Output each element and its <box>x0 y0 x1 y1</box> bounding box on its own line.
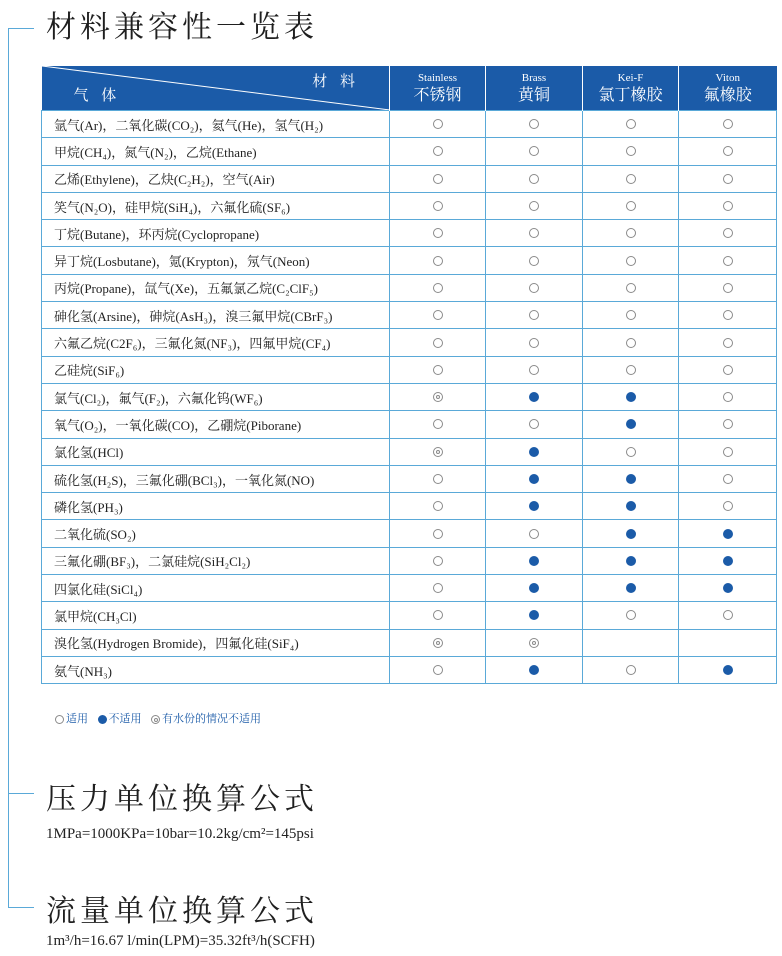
open-circle-icon <box>626 665 636 675</box>
filled-circle-icon <box>626 529 636 539</box>
table-row <box>42 602 777 629</box>
open-circle-icon <box>723 610 733 620</box>
open-circle-icon <box>626 610 636 620</box>
compat-cell <box>486 465 583 492</box>
table-row <box>42 165 777 192</box>
gas-name-cell: 六氟乙烷(C2F₆)，三氟化氮(NF₃)，四氟甲烷(CF₄) <box>42 329 390 356</box>
gas-name-cell: 砷化氢(Arsine)，砷烷(AsH₃)，溴三氟甲烷(CBrF₃) <box>42 302 390 329</box>
compat-cell <box>679 547 777 574</box>
open-circle-icon <box>433 256 443 266</box>
gas-name-cell: 三氟化硼(BF₃)，二氯硅烷(SiH₂Cl₂) <box>42 547 390 574</box>
compat-cell <box>486 656 583 683</box>
filled-circle-icon <box>723 665 733 675</box>
compat-cell <box>583 247 679 274</box>
compat-cell <box>679 165 777 192</box>
compat-cell <box>390 302 486 329</box>
compat-cell <box>486 274 583 301</box>
open-circle-icon <box>626 283 636 293</box>
table-row <box>42 302 777 329</box>
open-circle-icon <box>433 501 443 511</box>
column-en-label: Kei-F <box>617 72 644 84</box>
compat-cell <box>679 629 777 656</box>
filled-circle-icon <box>529 447 539 457</box>
compat-cell <box>679 192 777 219</box>
filled-circle-icon <box>529 665 539 675</box>
table-row <box>42 138 777 165</box>
compat-cell <box>583 111 679 138</box>
gas-name-cell: 氩气(Ar)，二氧化碳(CO₂)，氦气(He)，氢气(H₂) <box>42 111 390 138</box>
column-header-brass <box>486 66 583 111</box>
table-row <box>42 274 777 301</box>
compat-cell <box>583 329 679 356</box>
compat-cell <box>679 356 777 383</box>
filled-circle-icon <box>626 392 636 402</box>
gas-name-cell: 氧气(O₂)，一氧化碳(CO)，乙硼烷(Piborane) <box>42 411 390 438</box>
compat-cell <box>390 356 486 383</box>
filled-circle-icon <box>723 529 733 539</box>
compat-cell <box>583 493 679 520</box>
corner-header-cell <box>42 66 390 111</box>
compat-cell <box>486 629 583 656</box>
legend-bad-label: 不适用 <box>108 712 142 725</box>
compat-cell <box>583 274 679 301</box>
compat-cell <box>583 520 679 547</box>
open-circle-icon <box>529 310 539 320</box>
pressure-formula: 1MPa=1000KPa=10bar=10.2kg/cm²=145psi <box>46 826 314 842</box>
open-circle-icon <box>723 474 733 484</box>
compat-cell <box>390 165 486 192</box>
open-circle-icon <box>723 365 733 375</box>
open-circle-icon <box>723 201 733 211</box>
legend <box>55 710 267 726</box>
table-row <box>42 629 777 656</box>
compat-cell <box>679 575 777 602</box>
open-circle-icon <box>433 228 443 238</box>
compat-cell <box>583 356 679 383</box>
open-circle-icon <box>433 556 443 566</box>
compat-cell <box>486 438 583 465</box>
gas-name-cell: 异丁烷(Losbutane)，氪(Krypton)，氖气(Neon) <box>42 247 390 274</box>
compat-cell <box>583 438 679 465</box>
compat-cell <box>486 356 583 383</box>
open-circle-icon <box>529 529 539 539</box>
compat-cell <box>390 220 486 247</box>
gas-name-cell: 硫化氢(H₂S)，三氟化硼(BCl₃)，一氧化氮(NO) <box>42 465 390 492</box>
compat-cell <box>486 547 583 574</box>
open-circle-icon <box>723 146 733 156</box>
open-circle-icon <box>723 174 733 184</box>
table-row <box>42 411 777 438</box>
gas-name-cell: 溴化氢(Hydrogen Bromide)，四氟化硅(SiF₄) <box>42 629 390 656</box>
table-row <box>42 383 777 410</box>
open-circle-icon <box>529 256 539 266</box>
compat-cell <box>679 329 777 356</box>
compat-cell <box>679 656 777 683</box>
table-row <box>42 192 777 219</box>
open-circle-icon <box>626 447 636 457</box>
materials-title: 材料兼容性一览表 <box>46 10 318 45</box>
filled-circle-icon <box>529 556 539 566</box>
gas-name-cell: 氯气(Cl₂)，氟气(F₂)，六氟化钨(WF₆) <box>42 383 390 410</box>
gas-name-cell: 丙烷(Propane)，氙气(Xe)，五氟氯乙烷(C₂ClF₅) <box>42 274 390 301</box>
open-circle-icon <box>626 146 636 156</box>
compat-cell <box>390 465 486 492</box>
table-row <box>42 493 777 520</box>
column-en-label: Viton <box>715 72 740 84</box>
column-en-label: Brass <box>521 72 547 84</box>
column-zh-label: 不锈钢 <box>413 85 462 104</box>
compat-cell <box>583 465 679 492</box>
open-circle-icon <box>723 228 733 238</box>
compat-cell <box>486 575 583 602</box>
compat-cell <box>486 302 583 329</box>
filled-circle-icon <box>626 556 636 566</box>
compat-cell <box>583 411 679 438</box>
compat-cell <box>679 111 777 138</box>
gas-name-cell: 乙烯(Ethylene)，乙炔(C₂H₂)，空气(Air) <box>42 165 390 192</box>
open-circle-icon <box>723 392 733 402</box>
open-circle-icon <box>626 256 636 266</box>
open-circle-icon <box>529 201 539 211</box>
open-circle-icon <box>529 119 539 129</box>
compat-cell <box>390 383 486 410</box>
open-circle-icon <box>723 119 733 129</box>
open-circle-icon <box>433 146 443 156</box>
compat-cell <box>679 438 777 465</box>
compatibility-table <box>41 66 777 684</box>
header-gas-label: 气 体 <box>73 86 121 104</box>
compat-cell <box>486 383 583 410</box>
double-circle-icon <box>151 715 160 724</box>
open-circle-icon <box>529 365 539 375</box>
open-circle-icon <box>723 283 733 293</box>
open-circle-icon <box>433 474 443 484</box>
table-row <box>42 438 777 465</box>
open-circle-icon <box>529 283 539 293</box>
compat-cell <box>679 302 777 329</box>
table-row <box>42 465 777 492</box>
open-circle-icon <box>723 419 733 429</box>
compat-cell <box>390 138 486 165</box>
section-bracket-vertical <box>8 28 9 908</box>
filled-circle-icon <box>723 583 733 593</box>
table-row <box>42 329 777 356</box>
open-circle-icon <box>433 174 443 184</box>
gas-name-cell: 氯甲烷(CH₃Cl) <box>42 602 390 629</box>
compat-cell <box>583 575 679 602</box>
column-en-label: Stainless <box>417 72 458 84</box>
open-circle-icon <box>626 365 636 375</box>
open-circle-icon <box>433 283 443 293</box>
open-circle-icon <box>626 338 636 348</box>
compat-cell <box>486 602 583 629</box>
open-circle-icon <box>723 256 733 266</box>
compat-cell <box>390 493 486 520</box>
column-header-viton <box>679 66 777 111</box>
section-bracket-tick-3 <box>8 907 34 908</box>
filled-circle-icon <box>626 419 636 429</box>
open-circle-icon <box>723 501 733 511</box>
compat-cell <box>390 411 486 438</box>
gas-name-cell: 氯化氢(HCl) <box>42 438 390 465</box>
filled-circle-icon <box>723 556 733 566</box>
compat-cell <box>679 138 777 165</box>
header-material-label: 材 料 <box>312 72 359 90</box>
gas-name-cell: 笑气(N₂O)，硅甲烷(SiH₄)，六氟化硫(SF₆) <box>42 192 390 219</box>
compat-cell <box>679 220 777 247</box>
table-row <box>42 111 777 138</box>
double-circle-icon <box>529 638 539 648</box>
filled-circle-icon <box>529 474 539 484</box>
compat-cell <box>486 192 583 219</box>
compat-cell <box>390 274 486 301</box>
open-circle-icon <box>626 174 636 184</box>
open-circle-icon <box>55 715 64 724</box>
double-circle-icon <box>433 638 443 648</box>
compat-cell <box>390 438 486 465</box>
compat-cell <box>679 411 777 438</box>
gas-name-cell: 丁烷(Butane)，环丙烷(Cyclopropane) <box>42 220 390 247</box>
open-circle-icon <box>626 201 636 211</box>
open-circle-icon <box>433 529 443 539</box>
compat-cell <box>583 302 679 329</box>
compat-cell <box>486 411 583 438</box>
compat-cell <box>486 520 583 547</box>
open-circle-icon <box>529 419 539 429</box>
compat-cell <box>486 329 583 356</box>
table-body <box>42 111 777 684</box>
compat-cell <box>486 138 583 165</box>
filled-circle-icon <box>529 610 539 620</box>
open-circle-icon <box>433 583 443 593</box>
gas-name-cell: 二氧化硫(SO₂) <box>42 520 390 547</box>
open-circle-icon <box>723 310 733 320</box>
compat-cell <box>390 329 486 356</box>
filled-circle-icon <box>529 583 539 593</box>
open-circle-icon <box>433 665 443 675</box>
table-header-row <box>42 66 777 111</box>
gas-name-cell: 氨气(NH₃) <box>42 656 390 683</box>
compat-cell <box>679 602 777 629</box>
open-circle-icon <box>626 310 636 320</box>
table-row <box>42 247 777 274</box>
filled-circle-icon <box>626 583 636 593</box>
compat-cell <box>390 575 486 602</box>
column-header-stainless <box>390 66 486 111</box>
open-circle-icon <box>626 119 636 129</box>
compat-cell <box>583 656 679 683</box>
compat-cell <box>390 247 486 274</box>
open-circle-icon <box>723 338 733 348</box>
open-circle-icon <box>433 310 443 320</box>
column-zh-label: 氟橡胶 <box>703 85 752 104</box>
column-zh-label: 黄铜 <box>517 85 550 104</box>
compat-cell <box>583 192 679 219</box>
legend-wet-label: 有水份的情况不适用 <box>162 712 261 725</box>
flow-formula: 1m³/h=16.67 l/min(LPM)=35.32ft³/h(SCFH) <box>46 933 315 949</box>
double-circle-icon <box>433 447 443 457</box>
compat-cell <box>679 520 777 547</box>
filled-circle-icon <box>626 501 636 511</box>
open-circle-icon <box>529 174 539 184</box>
compat-cell <box>679 274 777 301</box>
filled-circle-icon <box>529 392 539 402</box>
compat-cell <box>583 547 679 574</box>
compat-cell <box>390 192 486 219</box>
compat-cell <box>679 247 777 274</box>
section-bracket-tick-1 <box>8 28 34 29</box>
flow-title: 流量单位换算公式 <box>46 894 318 929</box>
gas-name-cell: 四氯化硅(SiCl₄) <box>42 575 390 602</box>
compat-cell <box>486 493 583 520</box>
gas-name-cell: 磷化氢(PH₃) <box>42 493 390 520</box>
filled-circle-icon <box>529 501 539 511</box>
compat-cell <box>679 493 777 520</box>
open-circle-icon <box>529 146 539 156</box>
compat-cell <box>583 220 679 247</box>
gas-name-cell: 甲烷(CH₄)，氮气(N₂)，乙烷(Ethane) <box>42 138 390 165</box>
compat-cell <box>486 247 583 274</box>
column-zh-label: 氯丁橡胶 <box>598 85 663 104</box>
compat-cell <box>390 602 486 629</box>
gas-name-cell: 乙硅烷(SiF₆) <box>42 356 390 383</box>
compat-cell <box>583 602 679 629</box>
compat-cell <box>583 383 679 410</box>
open-circle-icon <box>529 338 539 348</box>
pressure-title: 压力单位换算公式 <box>46 782 318 817</box>
open-circle-icon <box>433 201 443 211</box>
compat-cell <box>583 165 679 192</box>
filled-circle-icon <box>626 474 636 484</box>
table-row <box>42 575 777 602</box>
open-circle-icon <box>433 119 443 129</box>
double-circle-icon <box>433 392 443 402</box>
table-row <box>42 656 777 683</box>
open-circle-icon <box>433 610 443 620</box>
compat-cell <box>486 220 583 247</box>
compat-cell <box>390 656 486 683</box>
compat-cell <box>583 629 679 656</box>
section-bracket-tick-2 <box>8 793 34 794</box>
compat-cell <box>486 111 583 138</box>
legend-ok-label: 适用 <box>66 712 88 725</box>
compat-cell <box>390 547 486 574</box>
compat-cell <box>679 465 777 492</box>
open-circle-icon <box>433 365 443 375</box>
open-circle-icon <box>433 338 443 348</box>
table-row <box>42 220 777 247</box>
filled-circle-icon <box>98 715 107 724</box>
compat-cell <box>390 629 486 656</box>
open-circle-icon <box>529 228 539 238</box>
table-row <box>42 547 777 574</box>
table-row <box>42 520 777 547</box>
open-circle-icon <box>723 447 733 457</box>
compat-cell <box>679 383 777 410</box>
column-header-keif <box>583 66 679 111</box>
compat-cell <box>390 520 486 547</box>
open-circle-icon <box>626 228 636 238</box>
compat-cell <box>390 111 486 138</box>
open-circle-icon <box>433 419 443 429</box>
table-row <box>42 356 777 383</box>
compat-cell <box>583 138 679 165</box>
compat-cell <box>486 165 583 192</box>
